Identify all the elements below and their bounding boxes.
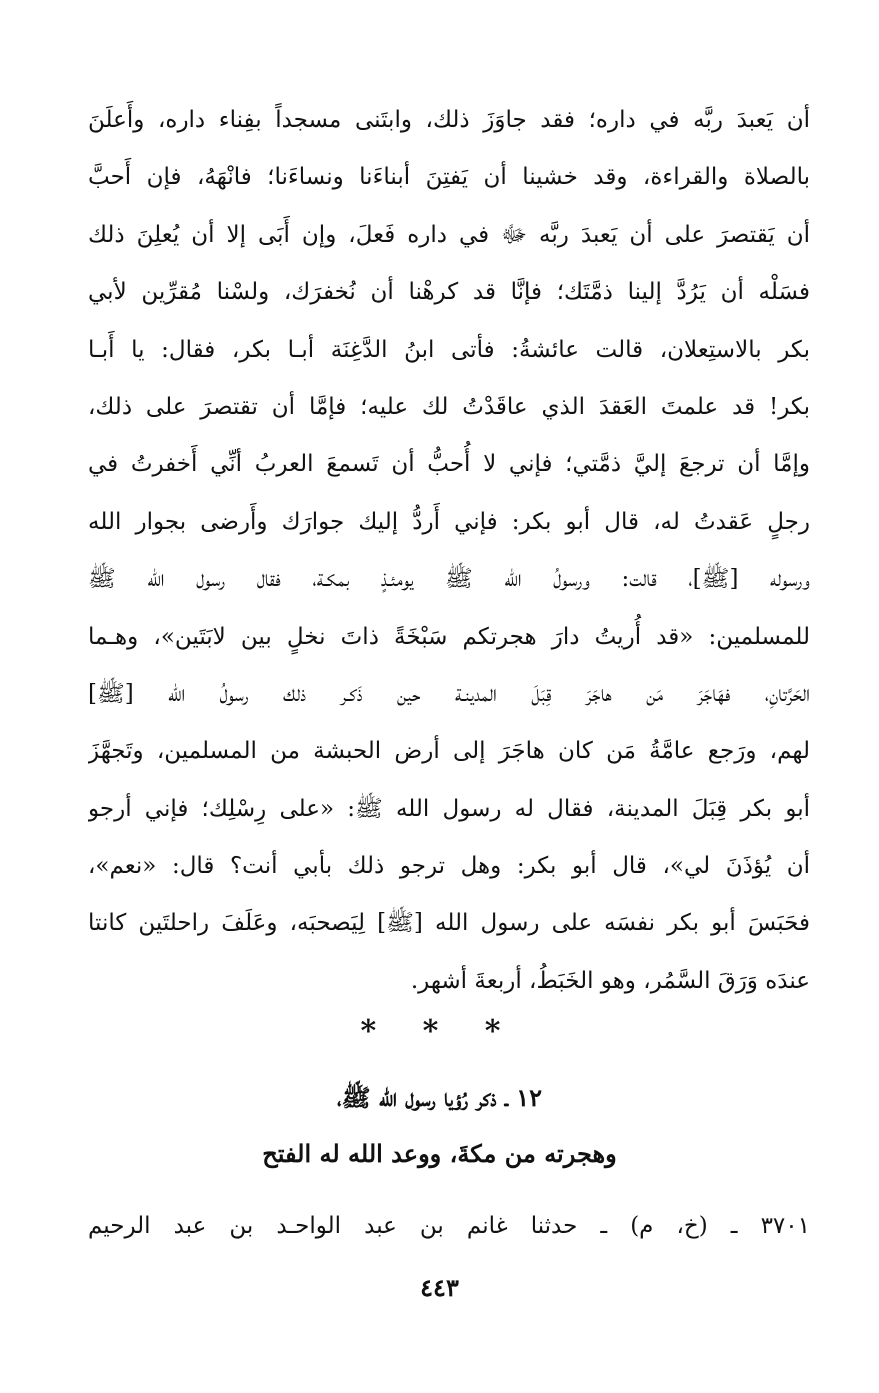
text-line: لهم، ورَجع عامَّةُ مَن كان هاجَرَ إلى أرض الحبشة من المسلمين، وتَجهَّزَ [88, 738, 810, 765]
text-line: رجلٍ عَقدتُ له، قال أبو بكر: فإني أَردُّ إليك جوارَك وأَرضى بجوار الله [88, 508, 810, 535]
text-line: للمسلمين: «قد أُريتُ دارَ هجرتكم سَبْخَةً ذاتَ نخلٍ بين لابَتَين»، وهـما [88, 623, 810, 650]
hadith-opening-line: ٣٧٠١ ـ (خ، م) ـ حدثنا غانم بن عبد الواحـد بن عبد الرحيم [88, 1213, 810, 1239]
text-line: أن يُؤذَنَ لي»، قال أبو بكر: وهل ترجو ذلك بأبي أنت؟ قال: «نعم»، [88, 853, 810, 880]
text-line: بكر! قد علمتَ العَقدَ الذي عاقَدْتُ لك عليه؛ فإمَّا أن تقتصرَ على ذلك، [88, 393, 810, 420]
text-line: ورسوله [ﷺ]، قالت: ورسولُ الله ﷺ يومئـذٍ بمكـة، فقال رسول الله ﷺ [88, 566, 810, 593]
text-line: عندَه وَرَقَ السَّمُر، وهو الخَبَطُ، أربعةَ أشهر. [410, 967, 810, 994]
text-line: بالصلاة والقراءة، وقد خشينا أن يَفتِنَ أبناءَنا ونساءَنا؛ فانْهَهُ، فإن أَحبَّ [88, 164, 810, 191]
chapter-heading-line-1: ١٢ ـ ذكر رُؤيا رسول الله ﷺ، [337, 1083, 542, 1112]
text-line: أن يَعبدَ ربَّه في داره؛ فقد جاوَزَ ذلك، وابتَنى مسجداً بفِناء داره، وأَعلَنَ [88, 107, 810, 133]
text-line: أبو بكر قِبَلَ المدينة، فقال له رسول الله ﷺ: «على رِسْلِك؛ فإني أرجو [88, 795, 810, 822]
text-line: وإمَّا أن ترجعَ إليَّ ذمَّتي؛ فإني لا أُحبُّ أن تَسمعَ العربُ أنِّي أَخفرتُ في [88, 451, 810, 478]
text-line: بكر بالاستِعلان، قالت عائشةُ: فأتى ابنُ الدَّغِنَة أبـا بكر، فقال: يا أَبـا [88, 336, 810, 363]
page-number: ٤٤٣ [420, 1273, 459, 1302]
text-line: فسَلْه أن يَرُدَّ إلينا ذمَّتَك؛ فإنَّا قد كرهْنا أن نُخفرَك، ولسْنا مُقرِّين لأبي [88, 279, 810, 306]
chapter-heading-line-2: وهجرته من مكةَ، ووعد الله له الفتح [262, 1139, 617, 1168]
hadith-text-body [88, 92, 810, 1010]
text-line: فحَبَسَ أبو بكر نفسَه على رسول الله [ﷺ] لِيَصحبَه، وعَلَفَ راحلتَين كانتا [88, 910, 810, 937]
text-line: أن يَقتصرَ على أن يَعبدَ ربَّه ﷻ في داره فَعلَ، وإن أَبَى إلا أن يُعلِنَ ذلك [88, 221, 810, 248]
text-line: الحَرَّتانِ، فهَاجَرَ مَن هاجَرَ قِبَلَ المدينـة حين ذَكـر ذلك رسولُ الله [ﷺ] [88, 680, 810, 707]
section-separator: * * * [360, 1014, 519, 1049]
